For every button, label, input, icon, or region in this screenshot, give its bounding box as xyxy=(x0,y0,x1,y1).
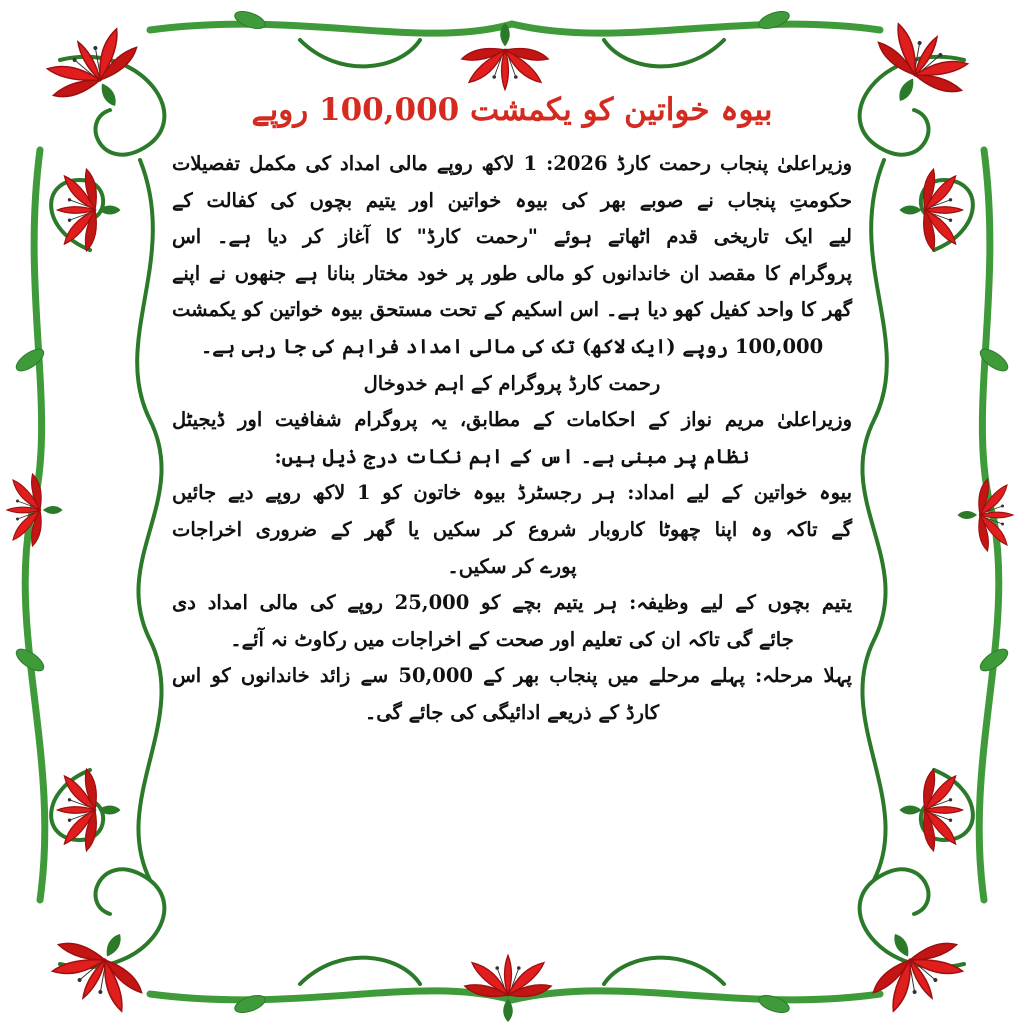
paragraph-line: گھر کا واحد کفیل کھو دیا ہے۔ اس اسکیم کے تحت مستحق بیوہ خواتین کو یکمشت xyxy=(172,298,852,322)
red-lily-icon-lower-right xyxy=(900,769,963,851)
list-item-first-phase: پہلا مرحلہ: پہلے مرحلے میں پنجاب بھر کے 50,000 سے زائد خاندانوں کو اس xyxy=(172,664,852,688)
red-lily-icon-lower-left xyxy=(58,769,121,851)
article-body xyxy=(172,88,852,960)
paragraph-line: حکومتِ پنجاب نے صوبے بھر کی بیوہ خواتین اور یتیم بچوں کی کفالت کے xyxy=(172,188,852,212)
article-title: بیوہ خواتین کو یکمشت 100,000 روپے xyxy=(251,92,773,128)
paragraph-line: 100,000 روپے (ایک لاکھ) تک کی مالی امداد فراہم کی جا رہی ہے۔ xyxy=(200,334,824,358)
paragraph-line: وزیراعلیٰ مریم نواز کے احکامات کے مطابق، یہ پروگرام شفافیت اور ڈیجیٹل xyxy=(172,408,852,432)
red-lily-icon-mid-left xyxy=(7,474,63,546)
red-lily-icon-bottom-left xyxy=(41,910,161,1022)
paragraph-line: گے تاکہ وہ اپنا چھوٹا کاروبار شروع کر سکیں یا گھر کے ضروری اخراجات xyxy=(172,517,852,541)
red-lily-icon-upper-right xyxy=(900,169,963,251)
paragraph-line: کارڈ کے ذریعے ادائیگی کی جائے گی۔ xyxy=(364,700,660,724)
paragraph-line: پروگرام کا مقصد ان خاندانوں کو مالی طور پر خود مختار بنانا ہے جنھوں نے اپنے xyxy=(172,261,852,285)
section-heading: رحمت کارڈ پروگرام کے اہم خدوخال xyxy=(363,371,661,395)
red-lily-icon-upper-left xyxy=(58,169,121,251)
list-item-orphans: یتیم بچوں کے لیے وظیفہ: ہر یتیم بچے کو 25,000 روپے کی مالی امداد دی xyxy=(172,591,852,615)
red-lily-icon-bottom-right xyxy=(853,910,973,1022)
paragraph-line: وزیراعلیٰ پنجاب رحمت کارڈ 2026: 1 لاکھ روپے مالی امداد کی مکمل تفصیلات xyxy=(172,152,852,175)
list-item-widows: بیوہ خواتین کے لیے امداد: ہر رجسٹرڈ بیوہ خاتون کو 1 لاکھ روپے دیے جائیں xyxy=(172,481,852,505)
paragraph-line: نظام پر مبنی ہے۔ اس کے اہم نکات درج ذیل ہیں: xyxy=(274,444,750,468)
paragraph-line: جائے گی تاکہ ان کی تعلیم اور صحت کے اخراجات میں رکاوٹ نہ آئے۔ xyxy=(230,627,794,651)
red-lily-icon-mid-right xyxy=(958,479,1014,551)
paragraph-line: لیے ایک تاریخی قدم اٹھاتے ہوئے "رحمت کارڈ" کا آغاز کر دیا ہے۔ اس xyxy=(172,225,852,249)
paragraph-line: پورے کر سکیں۔ xyxy=(447,554,577,578)
red-lily-icon-bottom-center xyxy=(465,955,551,1022)
